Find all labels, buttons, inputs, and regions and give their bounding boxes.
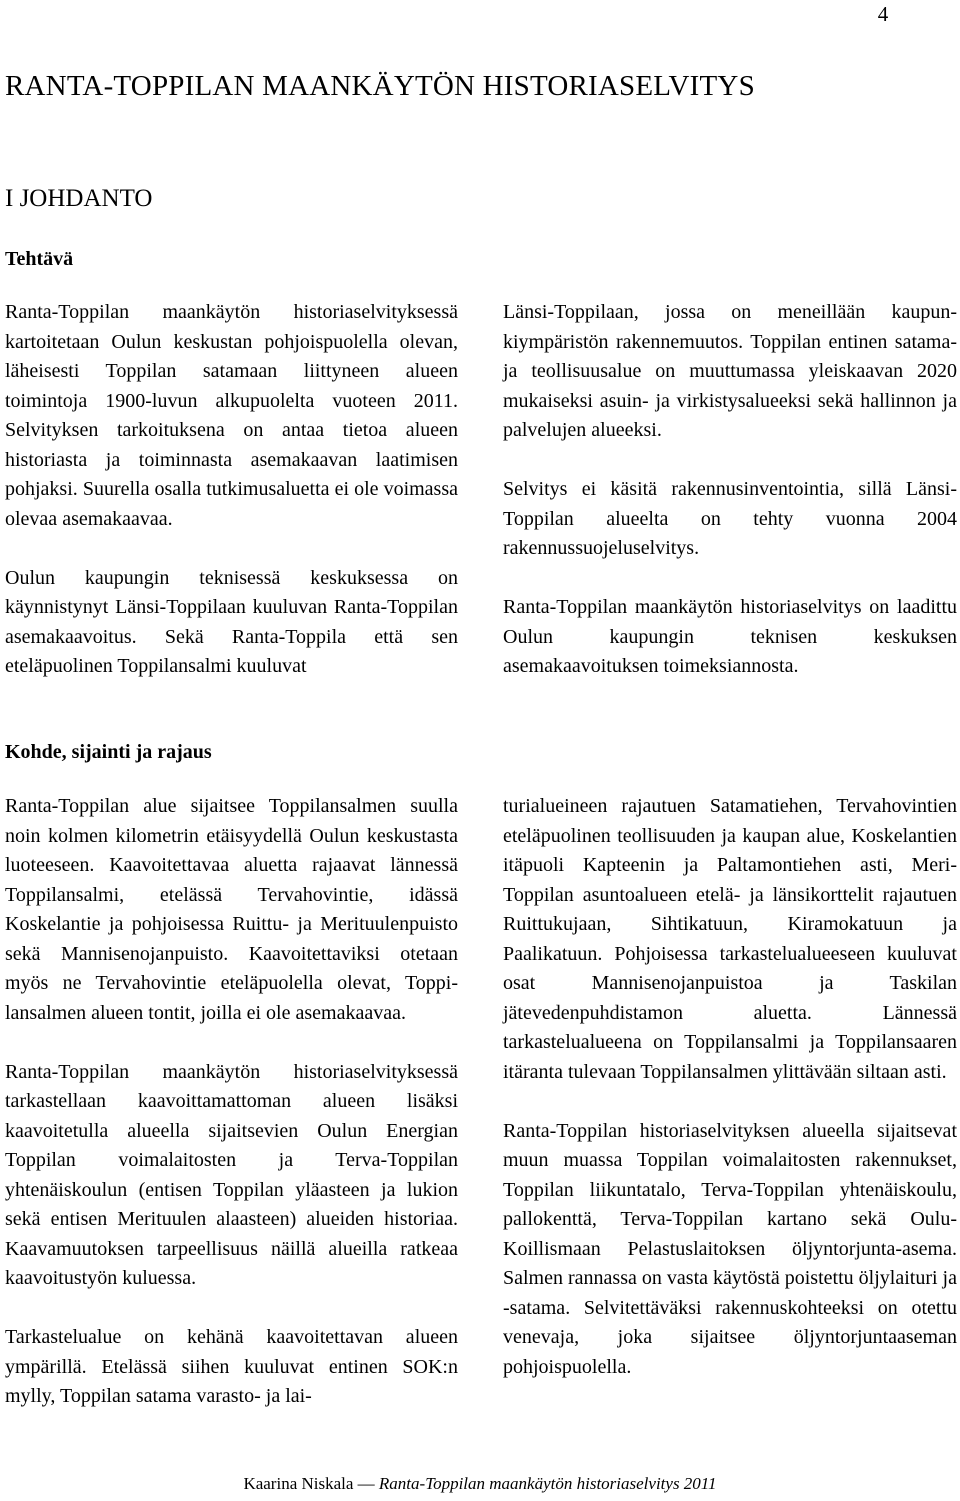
document-title: RANTA-TOPPILAN MAANKÄYTÖN HISTORIASELVITYS bbox=[5, 70, 755, 102]
tehtava-left-column bbox=[5, 298, 458, 682]
paragraph: Ranta-Toppilan historiaselvityksen alueella sijaitsevat muun muassa Toppilan voimalaitosten rakennukset, Toppilan liikuntatalo, Terva-Toppilan yhtenäiskoulu, pallokenttä, Terva-Toppilan kartano sekä Oulu-Koillismaan Pelastuslaitoksen öljyntorjunta-asema. Salmen rannassa on vasta käytöstä poistettu öljylaituri ja -satama. Selvitettäväksi rakennuskohteeksi on otettu venevaja, joka sijaitsee öljyntorjuntaaseman pohjoispuolella. bbox=[503, 1119, 957, 1378]
tehtava-right-column bbox=[503, 298, 957, 682]
footer-author: Kaarina Niskala — bbox=[243, 1474, 375, 1493]
page-footer bbox=[200, 1474, 760, 1494]
paragraph: turialueineen rajautuen Satamatiehen, Tervahovintien eteläpuolinen teollisuuden ja kaupan alue, Koskelantien itäpuoli Kapteenin ja Paltamontiehen asti, Meri-Toppilan asuntoalueen etelä- ja länsikorttelit rajautuen Ruittukujaan, Sihtikatuun, Kiramokatuun ja Paalikatuun. Pohjoisessa tarkastelualueeseen kuuluvat osat Mannisenojanpuistoa ja Taskilan jätevedenpuhdistamon aluetta. Lännessä tarkastelualueena on Toppilansalmi ja Toppilansaaren itäranta tulevaan Toppilansalmen ylittävään siltaan asti. bbox=[503, 795, 957, 1083]
paragraph: Oulun kaupungin teknisessä keskuksessa on käynnistynyt Länsi-Toppilaan kuuluvan Ranta-Toppilan asemakaavoitus. Sekä Ranta-Toppila että sen eteläpuolinen Toppilansalmi kuuluvat bbox=[5, 566, 458, 677]
paragraph: Ranta-Toppilan maankäytön historiaselvitys on laadittu Oulun kaupungin teknisen keskuksen asemakaavoituksen toimeksiannosta. bbox=[503, 596, 957, 677]
paragraph: Ranta-Toppilan maankäytön historiaselvityksessä tarkastellaan kaavoittamattoman alueen lisäksi kaavoitetulla alueella sijaitsevien Oulun Energian Toppilan voimalaitosten ja Terva-Toppilan yhtenäiskoulun (entisen Toppilan yläasteen ja lukion sekä entisen Merituulen alaasteen) alueiden historiaa. Kaavamuutoksen tarpeellisuus näillä alueilla ratkeaa kaavoitustyön kuluessa. bbox=[5, 1060, 458, 1289]
subheading-kohde: Kohde, sijainti ja rajaus bbox=[5, 741, 212, 763]
paragraph: Selvitys ei käsitä rakennusinventointia, sillä Länsi-Toppilan alueelta on tehty vuonna 2004 rakennussuojeluselvitys. bbox=[503, 478, 957, 559]
subheading-tehtava: Tehtävä bbox=[5, 248, 74, 270]
section-heading: I JOHDANTO bbox=[5, 185, 153, 212]
kohde-left-column bbox=[5, 792, 458, 1412]
paragraph: Ranta-Toppilan maankäytön historiaselvityksessä kartoitetaan Oulun keskustan pohjoispuolella olevan, läheisesti Toppilan satamaan liittyneen alueen toimintoja 1900-luvun alkupuolelta vuoteen 2011. Selvityksen tarkoituksena on antaa tietoa alueen historiasta ja toiminnasta asemakaavan laatimisen pohjaksi. Suurella osalla tutkimusaluetta ei ole voimassa olevaa asemakaavaa. bbox=[5, 301, 458, 530]
footer-work-title: Ranta-Toppilan maankäytön historiaselvitys 2011 bbox=[378, 1474, 717, 1493]
paragraph: Länsi-Toppilaan, jossa on meneillään kaupunkiympäristön rakennemuutos. Toppilan entinen satama- ja teollisuusalue on muuttumassa yleiskaavan 2020 mukaiseksi asuin- ja virkistysalueeksi sekä hallinnon ja palvelujen alueeksi. bbox=[503, 301, 957, 441]
page-number: 4 bbox=[877, 2, 889, 26]
kohde-right-column bbox=[503, 792, 957, 1382]
paragraph: Tarkastelualue on kehänä kaavoitettavan alueen ympärillä. Etelässä siihen kuuluvat entinen SOK:n mylly, Toppilan satama varasto- ja lai- bbox=[5, 1326, 458, 1407]
paragraph: Ranta-Toppilan alue sijaitsee Toppilansalmen suulla noin kolmen kilometrin etäisyydellä Oulun keskustasta luoteeseen. Kaavoitettavaa aluetta rajaavat lännessä Toppilansalmi, etelässä Tervahovintie, idässä Koskelantie ja pohjoisessa Ruittu- ja Merituulenpuisto sekä Mannisenojanpuisto. Kaavoitettaviksi otetaan myös ne Tervahovintie eteläpuolella olevat, Toppilansalmen alueen tontit, joilla ei ole asemakaavaa. bbox=[5, 795, 458, 1024]
